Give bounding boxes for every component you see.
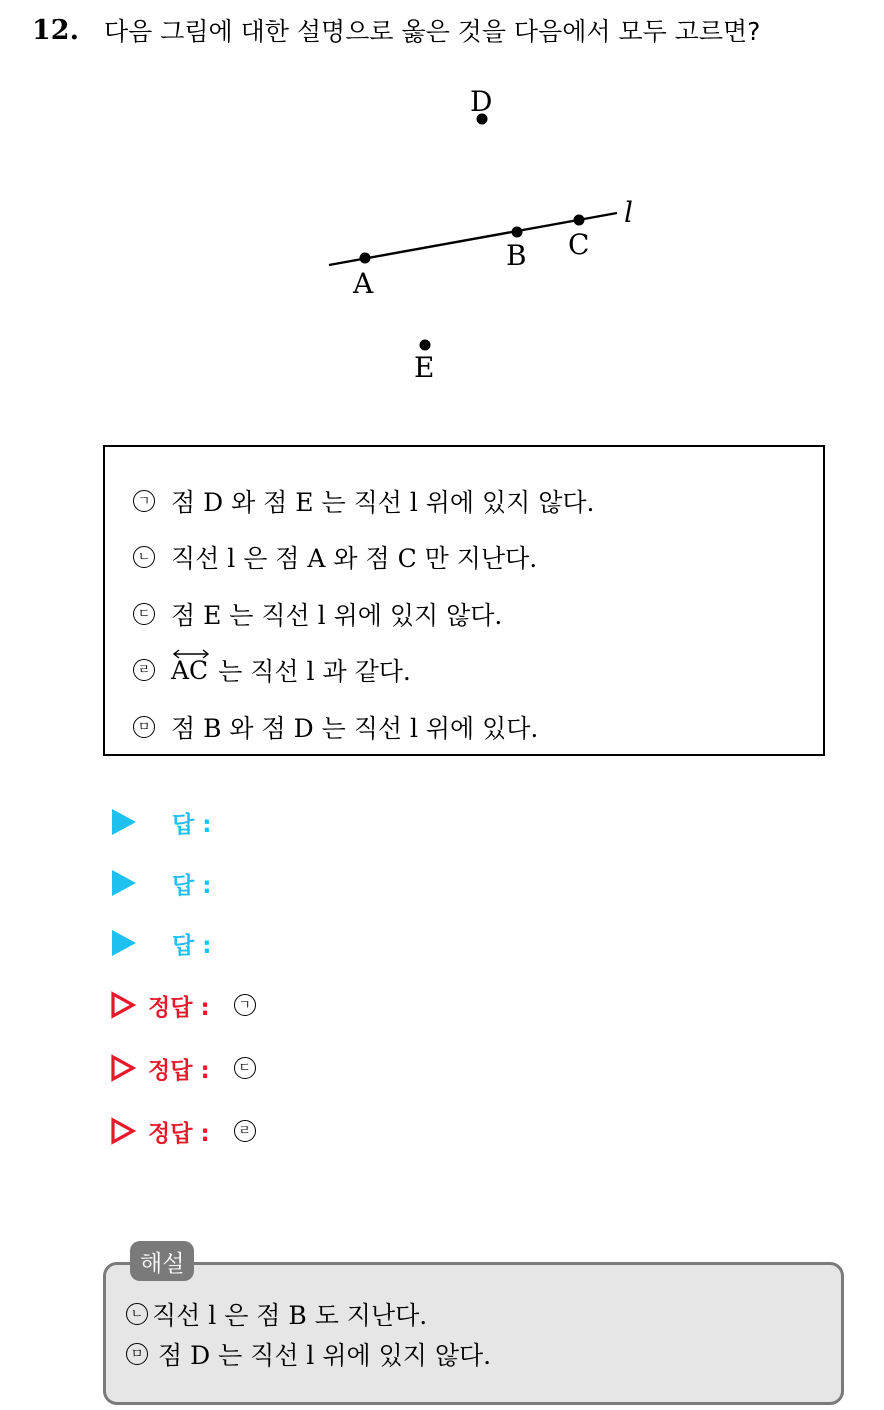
solution-value: ㄹ	[234, 1120, 256, 1142]
outline-triangle-icon	[110, 1054, 136, 1082]
choices-box	[103, 445, 825, 756]
double-arrow-icon	[171, 648, 211, 660]
line-ac-label: AC	[171, 655, 209, 685]
choice-text: 점 D 와 점 E 는 직선 l 위에 있지 않다.	[171, 488, 595, 517]
point-a	[360, 253, 371, 264]
point-e	[420, 340, 431, 351]
choice-4	[133, 652, 411, 688]
label-c: C	[568, 228, 590, 261]
choice-5	[133, 709, 538, 745]
label-b: B	[506, 239, 527, 272]
label-line-l: l	[624, 196, 633, 229]
choice-text: 는 직선 l 과 같다.	[218, 657, 411, 686]
geometry-figure	[0, 0, 884, 440]
solution-value: ㄷ	[234, 1057, 256, 1079]
line-ac-notation	[171, 656, 208, 685]
explanation-tag: 해설	[130, 1241, 194, 1281]
choice-mark: ㄱ	[133, 490, 155, 512]
choice-text: 직선 l 은 점 A 와 점 C 만 지난다.	[171, 544, 538, 573]
label-a: A	[353, 267, 374, 300]
outline-triangle-icon	[110, 991, 136, 1019]
explanation-line-2	[126, 1336, 491, 1372]
play-triangle-icon	[112, 809, 136, 835]
question-text: 다음 그림에 대한 설명으로 옳은 것을 다음에서 모두 고르면?	[104, 17, 761, 46]
point-c	[574, 215, 585, 226]
solution-label: 정답 :	[148, 1120, 210, 1147]
point-b	[512, 227, 523, 238]
choice-2	[133, 539, 537, 575]
answer-label: 답 :	[172, 872, 212, 899]
choice-3	[133, 596, 502, 632]
explanation-mark: ㄴ	[126, 1303, 148, 1325]
explanation-line-1	[126, 1296, 427, 1332]
explanation-box	[103, 1262, 844, 1405]
choice-mark: ㅁ	[133, 716, 155, 738]
play-triangle-icon	[112, 870, 136, 896]
label-e: E	[414, 351, 435, 384]
choice-text: 점 E 는 직선 l 위에 있지 않다.	[171, 601, 503, 630]
choice-mark: ㄴ	[133, 546, 155, 568]
solution-row-1	[110, 985, 272, 1025]
choice-text: 점 B 와 점 D 는 직선 l 위에 있다.	[171, 714, 539, 743]
answer-field-2[interactable]	[112, 865, 211, 901]
choice-mark: ㄹ	[133, 659, 155, 681]
answer-field-1[interactable]	[112, 804, 211, 840]
choice-1	[133, 483, 595, 519]
solution-value: ㄱ	[234, 994, 256, 1016]
solution-label: 정답 :	[148, 1057, 210, 1084]
answer-label: 답 :	[172, 811, 212, 838]
question-number: 12.	[32, 14, 79, 46]
label-d: D	[470, 85, 493, 118]
solution-row-3	[110, 1111, 272, 1151]
explanation-text: 점 D 는 직선 l 위에 있지 않다.	[158, 1341, 492, 1370]
explanation-mark: ㅁ	[126, 1343, 148, 1365]
answer-label: 답 :	[172, 932, 212, 959]
outline-triangle-icon	[110, 1117, 136, 1145]
play-triangle-icon	[112, 930, 136, 956]
solution-row-2	[110, 1048, 272, 1088]
answer-field-3[interactable]	[112, 925, 211, 961]
choice-mark: ㄷ	[133, 603, 155, 625]
explanation-text: 직선 l 은 점 B 도 지난다.	[152, 1301, 428, 1330]
solution-label: 정답 :	[148, 994, 210, 1021]
